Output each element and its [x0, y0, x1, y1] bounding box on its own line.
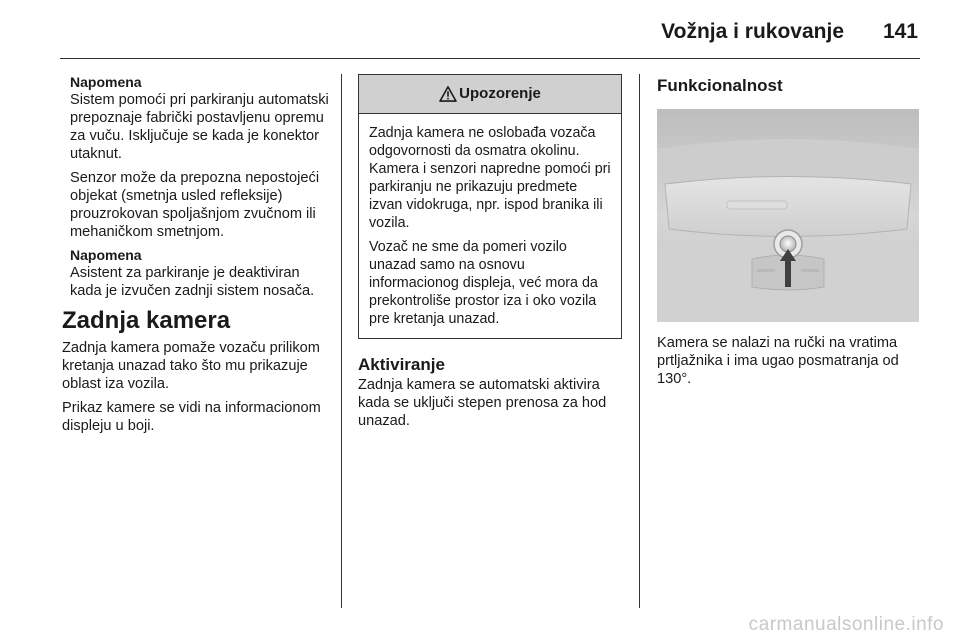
- left-column: [62, 74, 330, 441]
- note-text: Sistem pomoći pri parkiranju automatski prepoznaje fabrički postavljenu opremu za vuču. Isključuje se kada je konektor utaknut.: [70, 92, 329, 162]
- note-text: Asistent za parkiranje je deaktiviran kada je izvučen zadnji sistem nosača.: [70, 265, 315, 299]
- column-divider: [341, 74, 342, 608]
- note-heading: Napomena: [70, 247, 142, 263]
- warning-box: [358, 74, 622, 339]
- warning-title: Upozorenje: [459, 85, 541, 102]
- tailgate-camera-illustration: [657, 109, 919, 322]
- page-header: [60, 14, 920, 59]
- warning-body: [359, 114, 621, 338]
- column-divider: [639, 74, 640, 608]
- section-title-rear-camera: Zadnja kamera: [62, 307, 231, 334]
- warning-text: Zadnja kamera ne oslobađa vozača odgovornosti da osmatra okolinu. Kamera i senzori napredne pomoći pri parkiranju ne prikazuju predmete izvan vidokruga, npr. ispod branika ili vozila.: [369, 125, 611, 231]
- note-heading: Napomena: [70, 74, 142, 90]
- watermark: carmanualsonline.info: [748, 614, 944, 635]
- right-column: [657, 74, 925, 394]
- paragraph: Zadnja kamera pomaže vozaču prilikom kretanja unazad tako što mu prikazuje oblast iza vozila.: [62, 340, 320, 392]
- warning-header: [359, 75, 621, 114]
- paragraph: Prikaz kamere se vidi na informacionom displeju u boji.: [62, 400, 321, 434]
- paragraph: Zadnja kamera se automatski aktivira kada se uključi stepen prenosa za hod unazad.: [358, 377, 607, 429]
- section-title-functionality: Funkcionalnost: [657, 76, 783, 95]
- photo-caption: Kamera se nalazi na ručki na vratima prtljažnika i ima ugao posmatranja od 130°.: [657, 335, 899, 387]
- warning-triangle-icon: [439, 86, 457, 102]
- middle-column: [358, 74, 624, 436]
- paragraph: Senzor može da prepozna nepostojeći objekat (smetnja usled refleksije) prouzrokovan spoljašnjom zvučnom ili mehaničkom smetnjom.: [70, 170, 320, 240]
- note-block: [70, 74, 330, 300]
- chapter-title: Vožnja i rukovanje: [661, 20, 844, 43]
- warning-text: Vozač ne sme da pomeri vozilo unazad samo na osnovu informacionog displeja, već mora da prekontroliše prostor iza i oko vozila pre kretanja unazad.: [369, 239, 598, 327]
- page-number: 141: [882, 20, 918, 43]
- section-title-activation: Aktiviranje: [358, 355, 445, 374]
